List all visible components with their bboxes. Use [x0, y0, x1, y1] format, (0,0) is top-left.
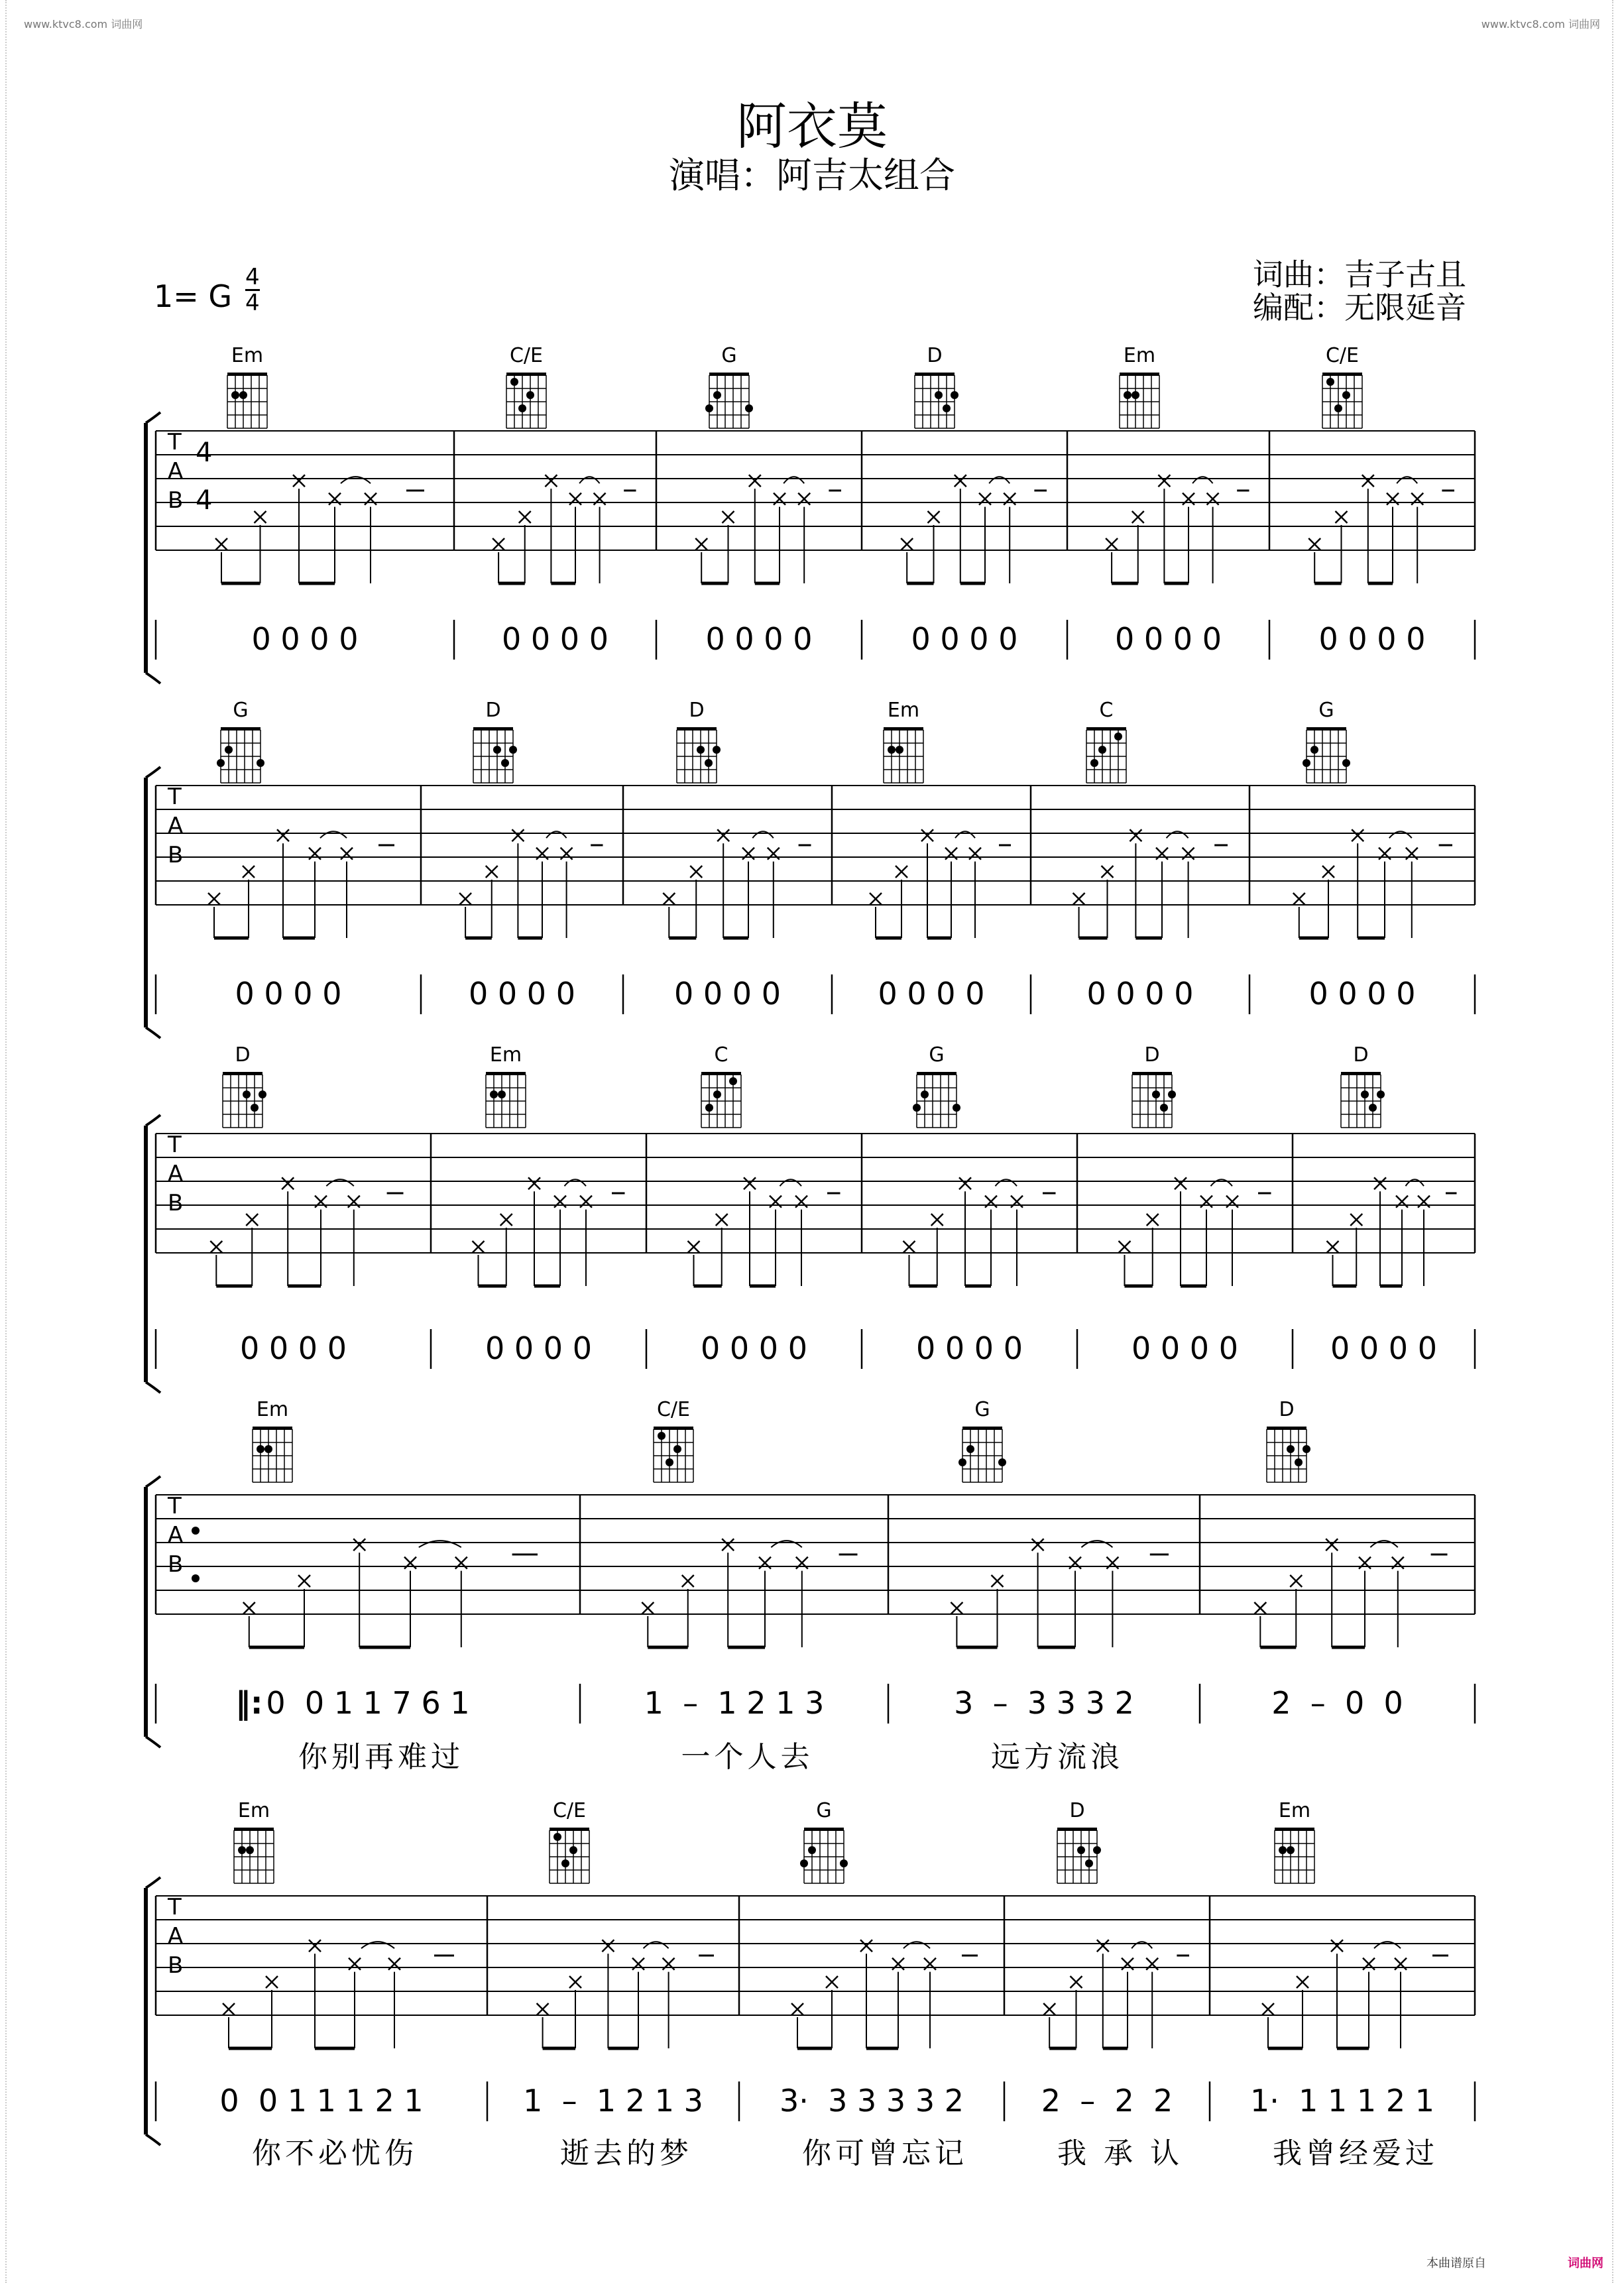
- lyric-line: 逝去的梦: [560, 2137, 693, 2170]
- chord-name: Em: [256, 1398, 289, 1421]
- chord-name: D: [1144, 1043, 1160, 1067]
- chord-diagram: [1263, 1800, 1326, 1889]
- tab-clef-letter: T: [168, 429, 182, 455]
- lyric-line: 我曾经爱过: [1273, 2137, 1438, 2170]
- chord-diagram: [538, 1800, 601, 1889]
- singer-credit: 演唱：阿吉太组合: [669, 154, 955, 196]
- tab-clef-letter: A: [168, 813, 184, 839]
- jianpu-measure: 0 0 0 0: [1308, 976, 1416, 1012]
- tab-clef-letter: T: [168, 1894, 182, 1920]
- tab-clef-letter: A: [168, 1161, 184, 1187]
- lyric-line: 一个人去: [681, 1740, 814, 1774]
- chord-diagram: [792, 1800, 856, 1889]
- jianpu-measure: 0 0 0 0: [485, 1330, 592, 1366]
- jianpu-measure: 0 0 0 0: [878, 976, 985, 1012]
- chord-name: Em: [237, 1799, 270, 1822]
- jianpu-measure: 0 0 0 0: [251, 621, 359, 657]
- jianpu-measure: 3· 3 3 3 3 2: [780, 2083, 964, 2119]
- tab-clef-letter: A: [168, 1923, 184, 1950]
- chord-name: Em: [887, 699, 920, 722]
- chord-name: D: [689, 699, 705, 722]
- chord-grid-icon: [1263, 1822, 1326, 1889]
- jianpu-measure: 2 – 0 0: [1271, 1685, 1403, 1721]
- jianpu-measure: 0 0 0 0: [1115, 621, 1222, 657]
- lyric-line: 你可曾忘记: [802, 2137, 968, 2170]
- chord-name: Em: [1278, 1799, 1311, 1822]
- key-signature: 1= G: [154, 278, 233, 314]
- footer-site: 词曲网: [1568, 2256, 1603, 2270]
- tab-clef-letter: A: [168, 458, 184, 485]
- chord-name: C/E: [656, 1398, 690, 1421]
- tab-clef-letter: B: [168, 487, 184, 514]
- tab-time-signature: 4: [196, 485, 213, 516]
- tab-clef-letter: T: [168, 1132, 182, 1158]
- jianpu-measure: 0 0 0 0: [1330, 1330, 1437, 1366]
- jianpu-measure: 0 0 0 0: [240, 1330, 347, 1366]
- lyric-line: 我 承 认: [1057, 2137, 1183, 2170]
- lyric-line: 你别再难过: [298, 1740, 464, 1774]
- chord-grid-icon: [222, 1822, 286, 1889]
- jianpu-measure: 0 0 0 0: [911, 621, 1018, 657]
- time-signature-bottom: 4: [245, 290, 260, 316]
- chord-diagram: [1045, 1800, 1109, 1889]
- jianpu-measure: 1· 1 1 1 2 1: [1250, 2083, 1434, 2119]
- repeat-start-sign: ‖:: [235, 1685, 263, 1721]
- jianpu-measure: 0 0 0 0: [235, 976, 342, 1012]
- tab-clef-letter: B: [168, 1952, 184, 1979]
- chord-name: C: [714, 1043, 728, 1067]
- chord-name: G: [1318, 699, 1334, 722]
- tab-clef-letter: B: [168, 1551, 184, 1578]
- chord-name: D: [1353, 1043, 1369, 1067]
- chord-name: D: [1069, 1799, 1085, 1822]
- watermark-left: www.ktvc8.com 词曲网: [24, 18, 143, 30]
- chord-name: G: [974, 1398, 990, 1421]
- jianpu-measure: 0 0 0 0: [502, 621, 609, 657]
- jianpu-measure: 0 0 0 0: [469, 976, 575, 1012]
- chord-name: Em: [489, 1043, 522, 1067]
- jianpu-measure: 0 0 1 1 1 2 1: [219, 2083, 424, 2119]
- chord-name: D: [485, 699, 501, 722]
- chord-name: G: [816, 1799, 832, 1822]
- chord-grid-icon: [792, 1822, 856, 1889]
- chord-grid-icon: [1045, 1822, 1109, 1889]
- chord-name: G: [929, 1043, 945, 1067]
- jianpu-measure: 0 0 0 0: [701, 1330, 807, 1366]
- chord-name: Em: [231, 344, 264, 367]
- song-title: 阿衣莫: [736, 97, 888, 156]
- jianpu-measure: 0 0 0 0: [1131, 1330, 1238, 1366]
- chord-diagram: [222, 1800, 286, 1889]
- chord-name: C/E: [509, 344, 543, 367]
- jianpu-measure: 0 0 0 0: [674, 976, 781, 1012]
- chord-name: G: [721, 344, 737, 367]
- jianpu-measure: 1 – 1 2 1 3: [644, 1685, 825, 1721]
- footer-note: 本曲谱原自: [1426, 2256, 1486, 2270]
- jianpu-measure: 2 – 2 2: [1041, 2083, 1173, 2119]
- tab-clef-letter: B: [168, 1190, 184, 1216]
- lyric-line: 远方流浪: [991, 1740, 1124, 1774]
- chord-name: D: [235, 1043, 251, 1067]
- chord-name: G: [233, 699, 249, 722]
- chord-name: C/E: [1325, 344, 1359, 367]
- lyricist-composer-credit: 词曲：吉子古且: [1253, 257, 1466, 292]
- time-signature-top: 4: [245, 264, 260, 290]
- tab-clef-letter: T: [168, 784, 182, 810]
- jianpu-measure: 1 – 1 2 1 3: [523, 2083, 703, 2119]
- jianpu-measure: 0 0 0 0: [1318, 621, 1426, 657]
- lyric-line: 你不必忧伤: [252, 2137, 418, 2170]
- chord-grid-icon: [538, 1822, 601, 1889]
- chord-name: D: [927, 344, 943, 367]
- tab-clef-letter: T: [168, 1493, 182, 1519]
- jianpu-measure: 0 0 1 1 7 6 1: [266, 1685, 470, 1721]
- jianpu-measure: 0 0 0 0: [1086, 976, 1194, 1012]
- watermark-right: www.ktvc8.com 词曲网: [1481, 18, 1600, 30]
- arranger-credit: 编配：无限延音: [1253, 290, 1466, 325]
- chord-name: D: [1279, 1398, 1295, 1421]
- chord-name: Em: [1123, 344, 1156, 367]
- jianpu-measure: 0 0 0 0: [916, 1330, 1023, 1366]
- tab-time-signature: 4: [196, 438, 213, 468]
- tab-clef-letter: B: [168, 842, 184, 868]
- jianpu-measure: 0 0 0 0: [705, 621, 813, 657]
- tab-clef-letter: A: [168, 1522, 184, 1549]
- chord-name: C/E: [552, 1799, 586, 1822]
- chord-name: C: [1099, 699, 1114, 722]
- jianpu-measure: 3 – 3 3 3 2: [954, 1685, 1134, 1721]
